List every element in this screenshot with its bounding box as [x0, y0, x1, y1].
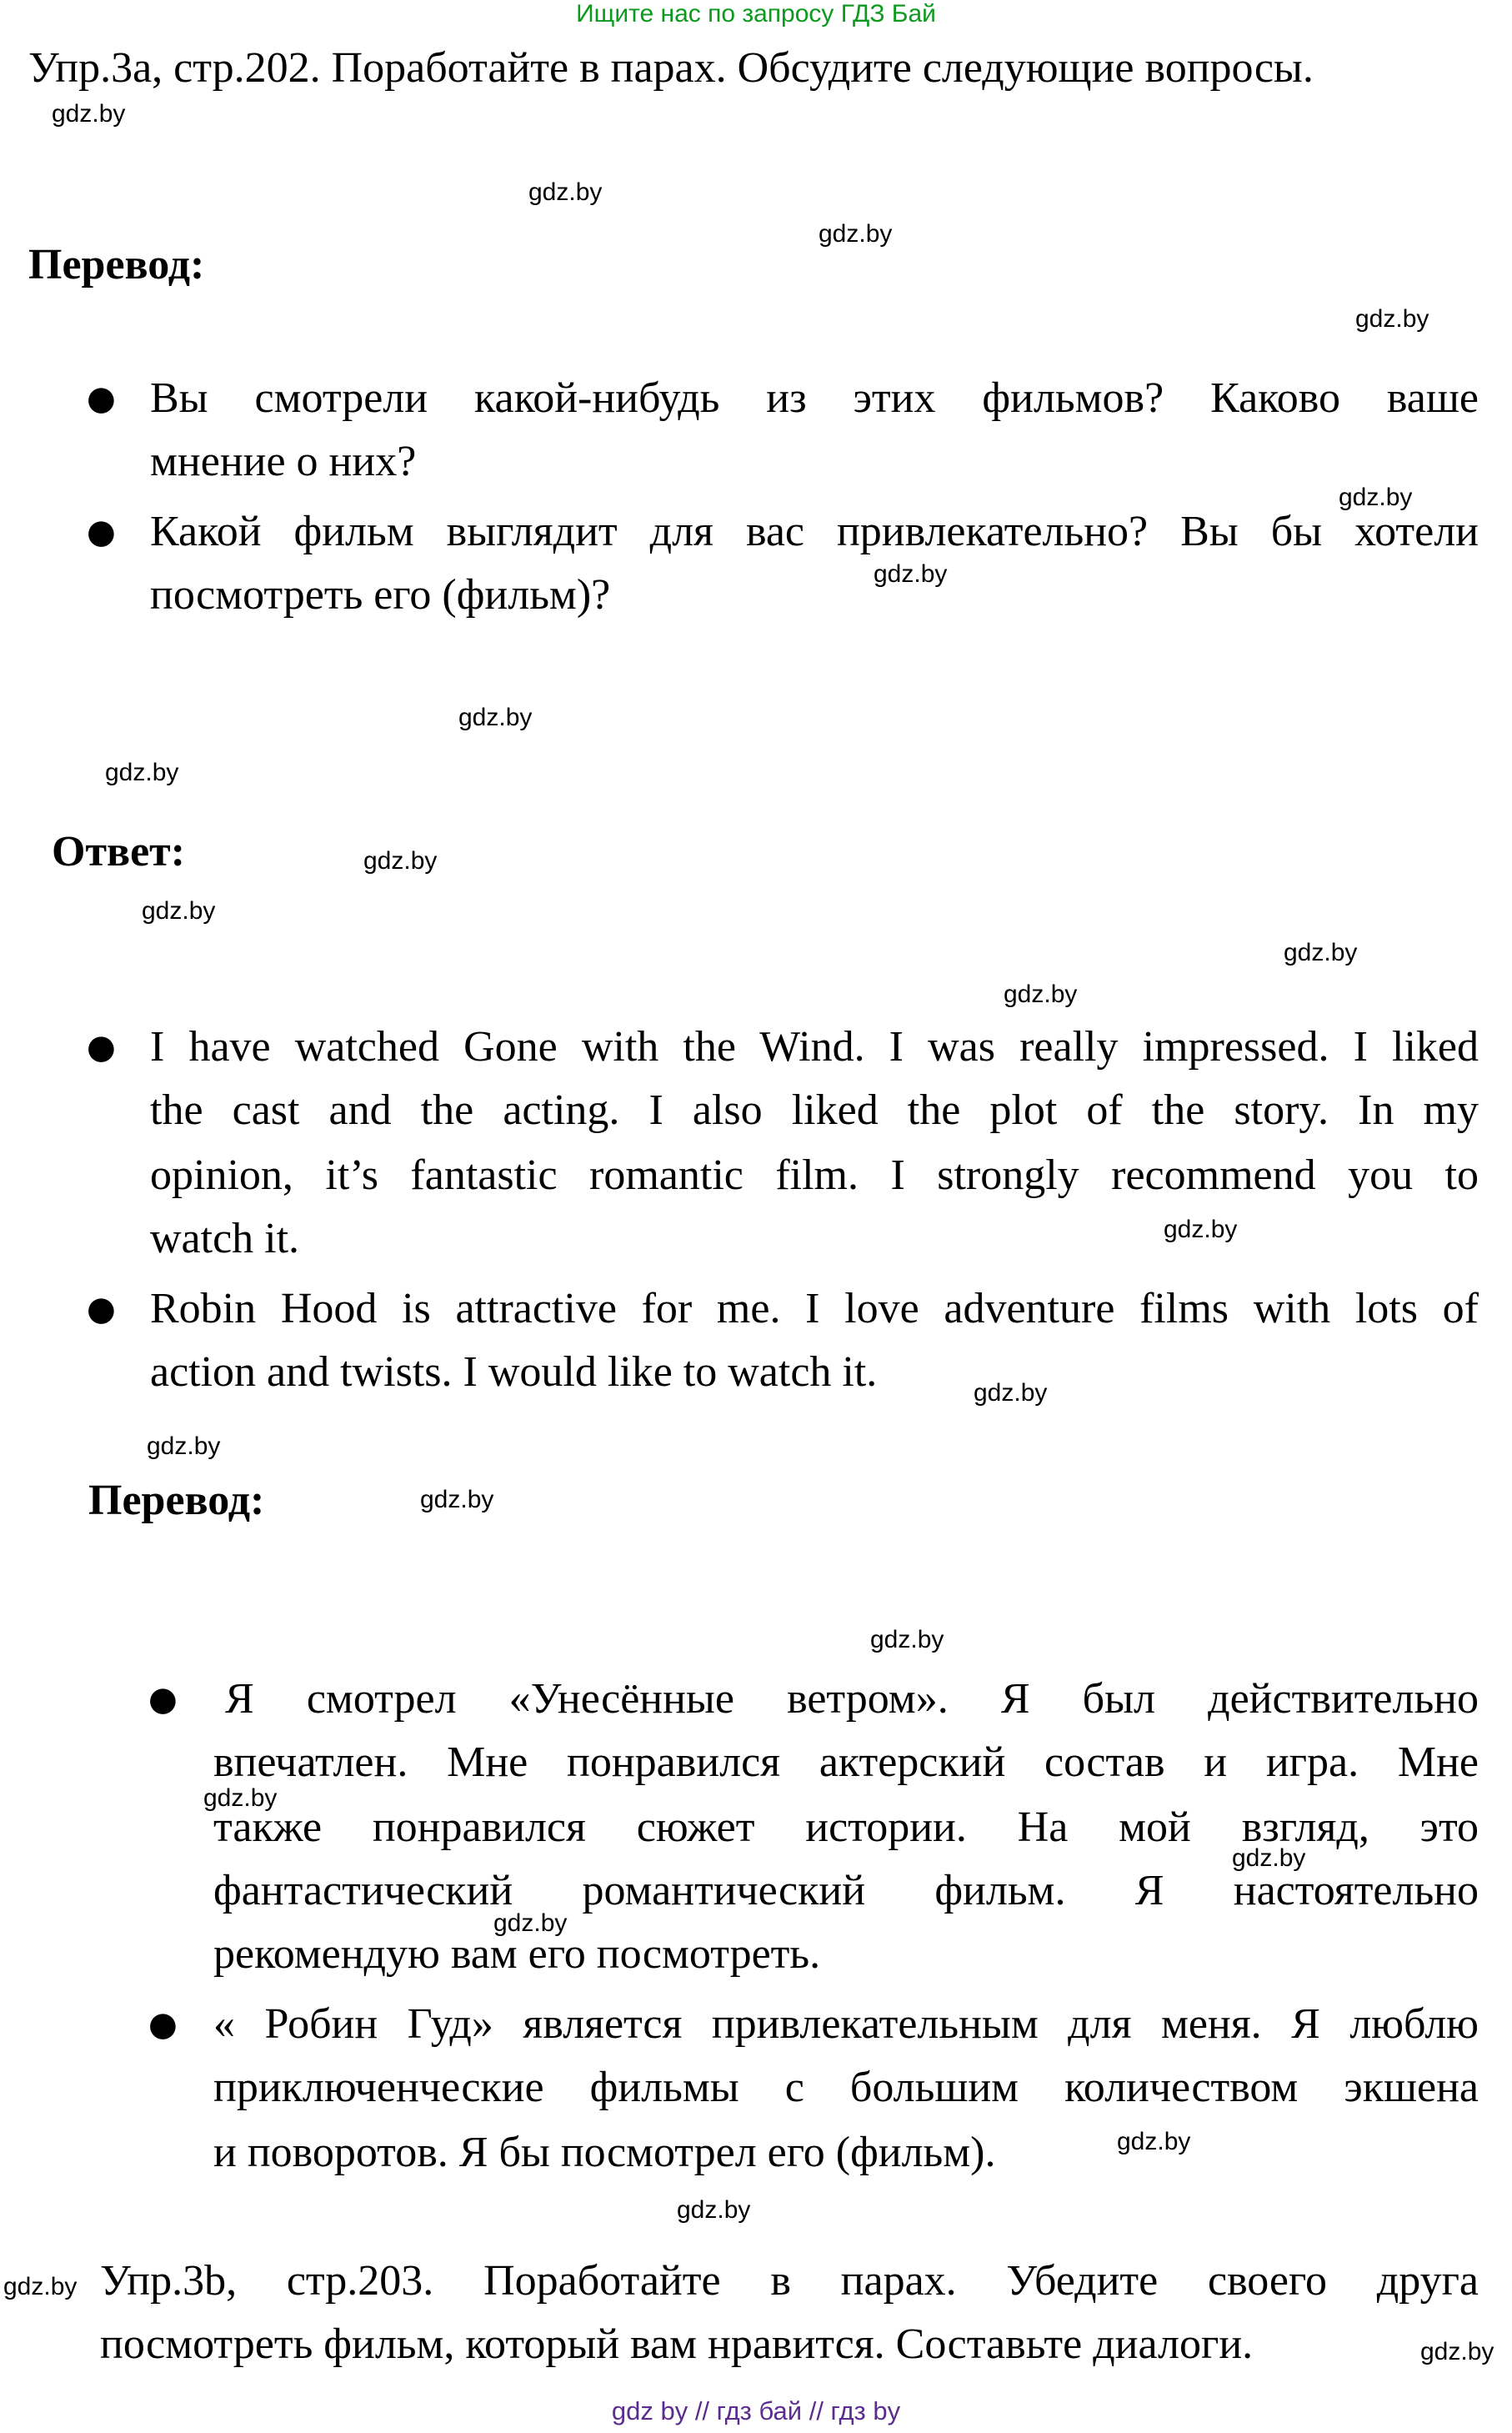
translation-2-bullet-1-line-5: рекомендую вам его посмотреть.	[213, 1930, 821, 1978]
watermark: gdz.by	[874, 560, 948, 588]
header-search-link[interactable]: Ищите нас по запросу ГДЗ Бай	[576, 0, 936, 28]
answer-bullet-2-line-1: Robin Hood is attractive for me. I love adventure films with lots of	[150, 1285, 1479, 1332]
translation-heading: Перевод:	[28, 241, 205, 288]
translation-2-bullet-2-line-1: « Робин Гуд» является привлекательным для меня. Я люблю	[213, 2000, 1479, 2048]
translation-2-bullet-2-line-2: приключенческие фильмы с большим количеством экшена	[213, 2064, 1479, 2111]
watermark: gdz.by	[363, 847, 438, 875]
watermark: gdz.by	[870, 1626, 944, 1653]
watermark: gdz.by	[1004, 981, 1078, 1008]
answer-heading: Ответ:	[52, 828, 186, 875]
bullet-icon: ●	[148, 1680, 178, 1718]
exercise-3b-line-1: Упр.3b, стр.203. Поработайте в парах. Убедите своего друга	[100, 2257, 1479, 2305]
translation-2-bullet-1-line-2: впечатлен. Мне понравился актерский состав и игра. Мне	[213, 1738, 1479, 1786]
watermark: gdz.by	[458, 704, 533, 731]
watermark: gdz.by	[528, 178, 603, 206]
translation-2-bullet-1-line-4: фантастический романтический фильм. Я настоятельно	[213, 1867, 1479, 1914]
watermark: gdz.by	[420, 1486, 494, 1513]
bullet-icon: ●	[87, 1290, 116, 1328]
watermark: gdz.by	[1232, 1844, 1306, 1872]
watermark: gdz.by	[1339, 484, 1413, 511]
watermark: gdz.by	[147, 1432, 221, 1460]
watermark: gdz.by	[1355, 305, 1429, 333]
watermark: gdz.by	[3, 2273, 78, 2300]
answer-bullet-1-line-4: watch it.	[150, 1215, 300, 1262]
translation-1-bullet-1-line-1: Вы смотрели какой-нибудь из этих фильмов? Каково ваше	[150, 374, 1479, 422]
watermark: gdz.by	[52, 100, 126, 128]
watermark: gdz.by	[105, 759, 179, 786]
translation-1-bullet-1-line-2: мнение о них?	[150, 438, 417, 485]
watermark: gdz.by	[974, 1379, 1048, 1407]
translation-2-bullet-1-line-3: также понравился сюжет истории. На мой взгляд, это	[213, 1803, 1479, 1851]
exercise-3a-title: Упр.3а, стр.202. Поработайте в парах. Обсудите следующие вопросы.	[28, 44, 1314, 92]
watermark: gdz.by	[1164, 1216, 1238, 1243]
watermark: gdz.by	[1284, 939, 1358, 966]
bullet-icon: ●	[87, 379, 116, 418]
answer-bullet-1-line-1: I have watched Gone with the Wind. I was really impressed. I liked	[150, 1023, 1479, 1071]
bullet-icon: ●	[148, 2005, 178, 2044]
translation-2-bullet-1-line-1: Я смотрел «Унесённые ветром». Я был действительно	[225, 1675, 1479, 1723]
watermark: gdz.by	[493, 1909, 568, 1937]
bullet-icon: ●	[87, 513, 116, 551]
translation-1-bullet-2-line-1: Какой фильм выглядит для вас привлекательно? Вы бы хотели	[150, 508, 1479, 555]
watermark: gdz.by	[819, 220, 893, 248]
answer-bullet-2-line-2: action and twists. I would like to watch it.	[150, 1348, 878, 1396]
watermark: gdz.by	[1117, 2128, 1191, 2155]
watermark: gdz.by	[1420, 2338, 1494, 2365]
answer-bullet-1-line-2: the cast and the acting. I also liked the plot of the story. In my	[150, 1086, 1479, 1134]
watermark: gdz.by	[677, 2196, 751, 2224]
footer-link[interactable]: gdz by // гдз бай // гдз by	[611, 2396, 901, 2425]
translation-heading: Перевод:	[88, 1477, 265, 1524]
watermark: gdz.by	[203, 1784, 278, 1812]
answer-bullet-1-line-3: opinion, it’s fantastic romantic film. I strongly recommend you to	[150, 1151, 1479, 1199]
translation-1-bullet-2-line-2: посмотреть его (фильм)?	[150, 571, 611, 619]
watermark: gdz.by	[142, 897, 216, 925]
bullet-icon: ●	[87, 1028, 116, 1066]
translation-2-bullet-2-line-3: и поворотов. Я бы посмотрел его (фильм).	[213, 2129, 996, 2176]
exercise-3b-line-2: посмотреть фильм, который вам нравится. Составьте диалоги.	[100, 2320, 1254, 2368]
